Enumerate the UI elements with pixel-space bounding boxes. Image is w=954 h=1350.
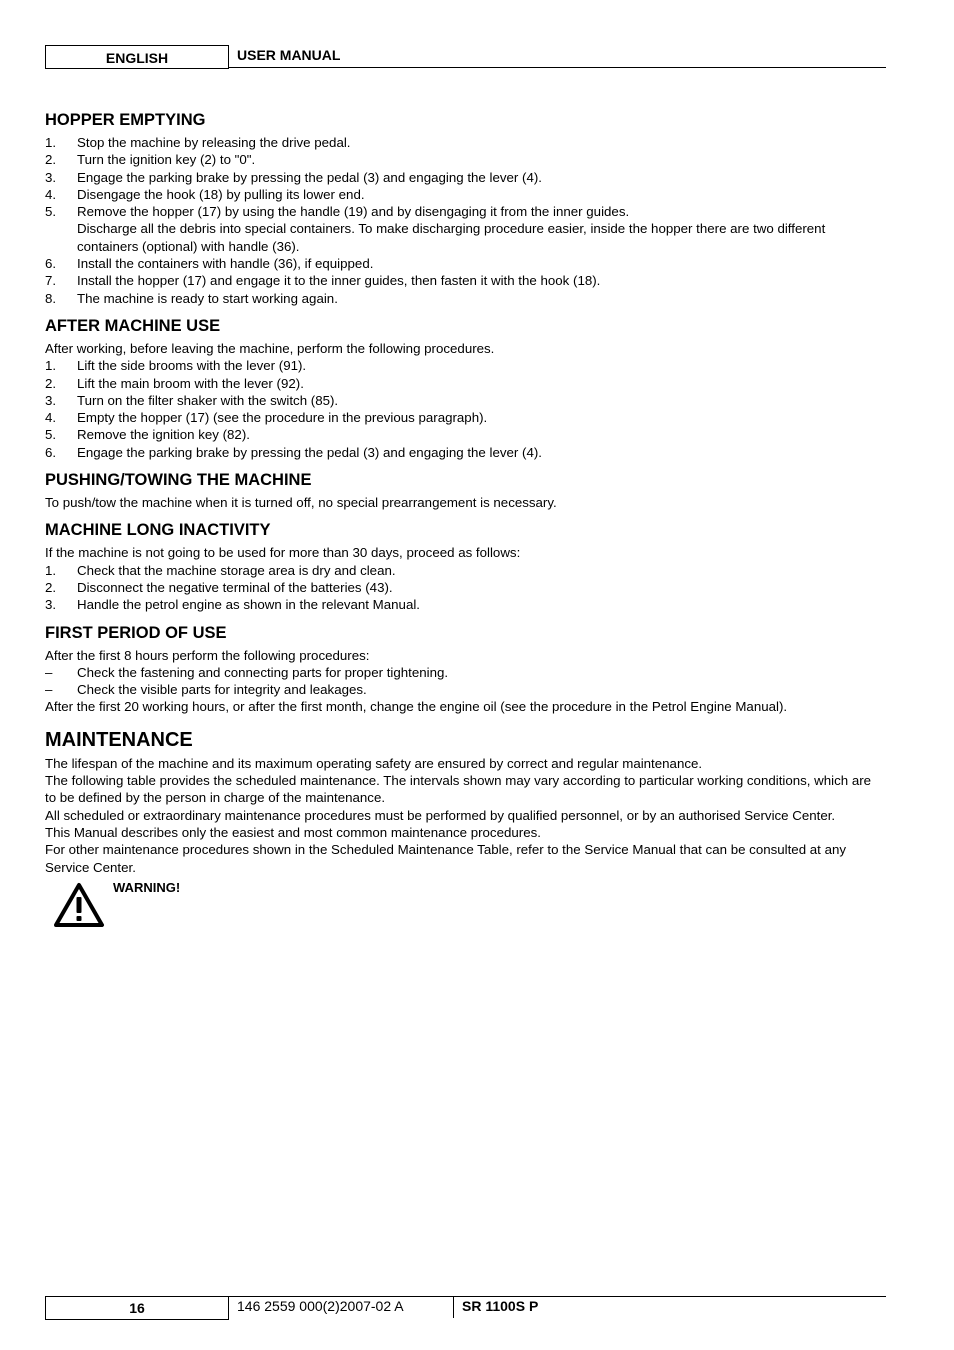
section-heading: AFTER MACHINE USE <box>45 316 221 335</box>
page-footer <box>45 1296 886 1319</box>
paragraph: The following table provides the scheduled maintenance. The intervals shown may vary according to particular working conditions, which are to be defined by the person in charge of the maintenance. <box>45 773 872 806</box>
section-maintenance <box>45 728 885 934</box>
list-item: 7. Install the hopper (17) and engage it to the inner guides, then fasten it with the hook (18). <box>45 273 601 289</box>
list-item: 8. The machine is ready to start working again. <box>45 290 338 306</box>
list-item: – Check the visible parts for integrity and leakages. <box>45 682 367 698</box>
list-item: 4. Disengage the hook (18) by pulling its lower end. <box>45 186 365 202</box>
header-rule <box>228 67 886 68</box>
chapter-heading: MAINTENANCE <box>45 728 193 751</box>
section-outro: After the first 20 working hours, or after the first month, change the engine oil (see the procedure in the Petrol Engine Manual). <box>45 699 788 715</box>
section-heading: HOPPER EMPTYING <box>45 111 206 129</box>
list-item: 5. Remove the hopper (17) by using the handle (19) and by disengaging it from the inner guides. Discharge all the debris into special containers. To make discharging procedure easier, inside the hopper there are two different containers (optional) with handle (36). <box>45 204 826 254</box>
list-item: 5. Remove the ignition key (82). <box>45 427 250 443</box>
section-intro: After working, before leaving the machine, perform the following procedures. <box>45 340 495 356</box>
list-item: 2. Turn the ignition key (2) to "0". <box>45 152 256 168</box>
section-hopper-emptying <box>45 110 885 307</box>
list-item: 1. Stop the machine by releasing the drive pedal. <box>45 135 351 150</box>
list-item: 3. Handle the petrol engine as shown in the relevant Manual. <box>45 597 420 613</box>
paragraph: For other maintenance procedures shown in the Scheduled Maintenance Table, refer to the Service Manual that can be consulted at any Service Center. <box>45 842 847 875</box>
paragraph: All scheduled or extraordinary maintenance procedures must be performed by qualified personnel, or by an authorised Service Center. <box>45 807 836 823</box>
warning-triangle-icon <box>53 882 105 928</box>
manual-title: USER MANUAL <box>237 47 341 63</box>
first-period-items <box>45 664 885 699</box>
section-pushing-towing <box>45 470 885 511</box>
model-name: SR 1100S P <box>462 1298 539 1314</box>
list-item: 6. Engage the parking brake by pressing the pedal (3) and engaging the lever (4). <box>45 444 542 460</box>
section-heading: FIRST PERIOD OF USE <box>45 623 227 642</box>
paragraph: The lifespan of the machine and its maximum operating safety are ensured by correct and regular maintenance. <box>45 755 703 771</box>
list-item: 3. Engage the parking brake by pressing the pedal (3) and engaging the lever (4). <box>45 169 542 185</box>
document-code: 146 2559 000(2)2007-02 A <box>237 1298 404 1314</box>
list-item: 2. Lift the main broom with the lever (92). <box>45 375 304 391</box>
section-heading: MACHINE LONG INACTIVITY <box>45 521 271 540</box>
page-header <box>45 45 886 68</box>
footer-separator <box>453 1296 454 1318</box>
page-content <box>45 110 885 934</box>
footer-rule <box>228 1296 886 1297</box>
after-use-steps <box>45 357 885 461</box>
list-item: – Check the fastening and connecting parts for proper tightening. <box>45 664 449 680</box>
list-item: 4. Empty the hopper (17) (see the procedure in the previous paragraph). <box>45 410 488 426</box>
warning-notice <box>45 878 885 934</box>
warning-label: WARNING! <box>113 879 181 895</box>
section-long-inactivity <box>45 520 885 613</box>
language-label: ENGLISH <box>45 45 229 69</box>
inactivity-steps <box>45 562 885 614</box>
section-after-machine-use <box>45 316 885 461</box>
list-item: 1. Check that the machine storage area is dry and clean. <box>45 562 396 578</box>
section-intro: If the machine is not going to be used for more than 30 days, proceed as follows: <box>45 545 521 561</box>
list-item: 1. Lift the side brooms with the lever (91). <box>45 358 307 374</box>
section-text: To push/tow the machine when it is turned off, no special prearrangement is necessary. <box>45 495 557 511</box>
list-item: 6. Install the containers with handle (36), if equipped. <box>45 256 374 272</box>
section-first-period <box>45 623 885 716</box>
page-number: 16 <box>45 1296 229 1320</box>
paragraph: This Manual describes only the easiest and most common maintenance procedures. <box>45 824 541 840</box>
list-item: 3. Turn on the filter shaker with the switch (85). <box>45 392 339 408</box>
section-intro: After the first 8 hours perform the following procedures: <box>45 647 370 663</box>
list-item: 2. Disconnect the negative terminal of the batteries (43). <box>45 579 393 595</box>
hopper-steps <box>45 134 885 307</box>
section-heading: PUSHING/TOWING THE MACHINE <box>45 471 312 490</box>
